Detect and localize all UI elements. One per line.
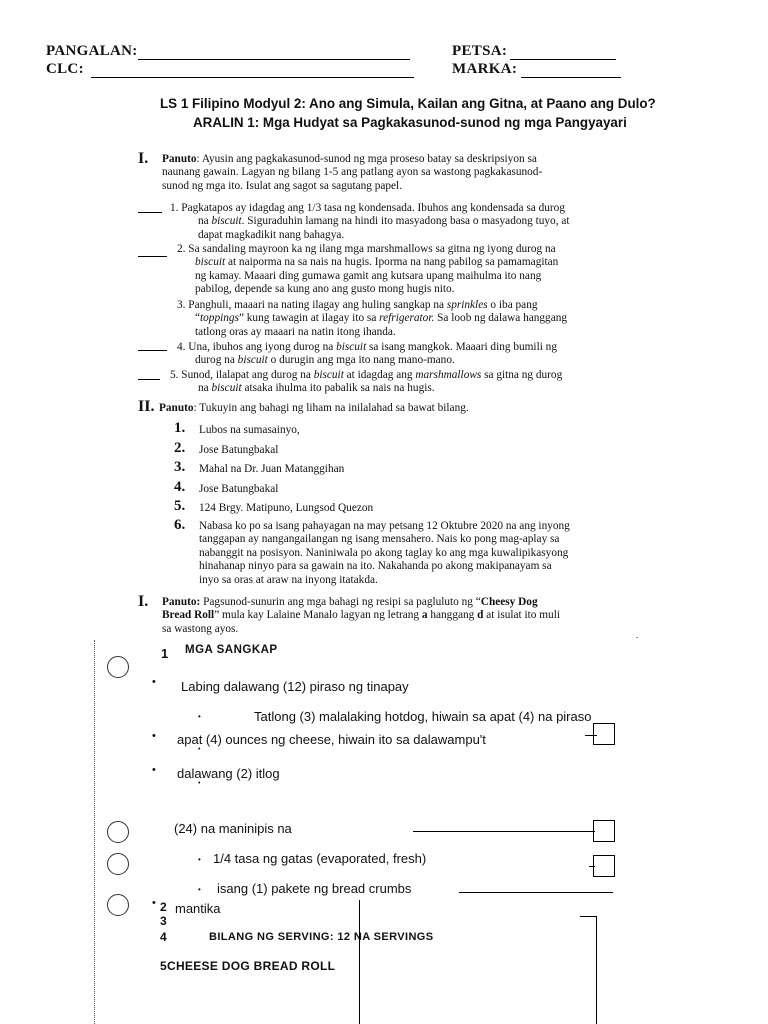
answer-circle[interactable] (107, 894, 129, 916)
clc-label: CLC: (46, 61, 84, 77)
pangalan-field[interactable] (138, 59, 410, 60)
answer-line[interactable] (413, 831, 595, 832)
bullet: • (198, 780, 201, 787)
bracket-vertical (596, 916, 597, 1024)
bullet: • (152, 764, 156, 776)
lesson-title: ARALIN 1: Mga Hudyat sa Pagkakasunod-sunod ng mga Pangyayari (193, 115, 627, 130)
letter-body-paragraph: Nabasa ko po sa isang pahayagan na may petsang 12 Oktubre 2020 na ang inyong tanggapan ay nangangailangan ng isang mensahero. Nais ko pong mag-aplay sa nabanggit na posisyon. Naniniwala po akong taglay ko ang mga kuwalipikasyong hinahanap ninyo para sa gawain na ito. Nakahanda po akong makipanayam sa inyo sa oras at araw na inyong itatakda. (199, 520, 570, 586)
ingredient-item: isang (1) pakete ng bread crumbs (217, 881, 412, 896)
letter-item-num: 4. (174, 479, 186, 495)
bullet: • (198, 855, 201, 864)
answer-box[interactable] (593, 723, 615, 745)
bullet: • (198, 746, 201, 753)
bracket-top (580, 916, 596, 917)
ingredient-item: mantika (175, 901, 221, 916)
answer-blank-1[interactable] (138, 212, 162, 213)
divider-line (359, 900, 360, 1024)
dotted-margin (94, 640, 95, 1024)
clc-field[interactable] (91, 77, 414, 78)
section-3-instructions: Panuto: Pagsunod-sunurin ang mga bahagi ng resipi sa pagluluto ng “Cheesy Dog Bread Roll” mula kay Lalaine Manalo lagyan ng letrang a hanggang d at isulat ito muli sa wastong ayos. (162, 596, 560, 635)
recipe-heading: MGA SANGKAP (185, 644, 278, 656)
letter-item-num: 6. (174, 517, 186, 533)
answer-box[interactable] (593, 855, 615, 877)
petsa-field[interactable] (510, 59, 616, 60)
step-item-2: 2. Sa sandaling mayroon ka ng ilang mga marshmallows sa gitna ng iyong durog na biscuit at naiporma na sa nais na hugis. Iporma na nang pabilog sa pamamagitan ng kamay. Maaari ding gumawa gamit ang kutsara upang maihulma ito nang pabilog, depende sa kung ano ang gusto mong hugis nito. (177, 243, 559, 296)
ingredient-item: Labing dalawang (12) piraso ng tinapay (181, 679, 409, 694)
marka-field[interactable] (521, 77, 621, 78)
letter-item-num: 3. (174, 459, 186, 475)
letter-item-text: 124 Brgy. Matipuno, Lungsod Quezon (199, 502, 374, 514)
letter-item-text: Lubos na sumasainyo, (199, 424, 300, 436)
section-3-roman: I. (138, 593, 149, 610)
bullet: • (198, 885, 201, 894)
ingredient-item: (24) na maninipis na (174, 821, 292, 836)
petsa-label: PETSA: (452, 43, 508, 59)
recipe-num: 3 (160, 914, 167, 928)
recipe-num: 4 (160, 930, 167, 944)
step-item-1: 1. Pagkatapos ay idagdag ang 1/3 tasa ng kondensada. Ibuhos ang kondensada sa durog na biscuit. Siguraduhin lamang na hindi ito masyadong basa o masyadong tuyo, at dapat magkadikit nang bahagya. (170, 202, 570, 241)
section-2-roman: II. (138, 398, 155, 415)
answer-circle[interactable] (107, 821, 129, 843)
answer-blank-4[interactable] (138, 350, 167, 351)
bullet: • (152, 730, 156, 742)
bullet: • (152, 897, 156, 909)
letter-item-text: Jose Batungbakal (199, 444, 279, 456)
answer-blank-5[interactable] (138, 379, 160, 380)
answer-circle[interactable] (107, 656, 129, 678)
marka-label: MARKA: (452, 61, 518, 77)
letter-item-num: 2. (174, 440, 186, 456)
pangalan-label: PANGALAN: (46, 43, 138, 59)
answer-blank-2[interactable] (138, 256, 167, 257)
letter-item-text: Jose Batungbakal (199, 483, 279, 495)
recipe-num: 1 (161, 646, 169, 661)
module-title: LS 1 Filipino Modyul 2: Ano ang Simula, Kailan ang Gitna, at Paano ang Dulo? (160, 96, 656, 111)
letter-item-num: 1. (174, 420, 186, 436)
answer-line[interactable] (459, 892, 613, 893)
answer-box[interactable] (593, 820, 615, 842)
stray-mark: . (636, 630, 639, 640)
section-1-instructions: Panuto: Ayusin ang pagkakasunod-sunod ng mga proseso batay sa deskripsiyon sa naunang gawain. Lagyan ng bilang 1-5 ang patlang ayon sa wastong pagkakasunod- sunod ng mga ito. Isulat ang sagot sa sagutang papel. (162, 153, 543, 192)
bullet: • (198, 712, 201, 721)
serving-info: BILANG NG SERVING: 12 NA SERVINGS (209, 931, 434, 943)
ingredient-item: apat (4) ounces ng cheese, hiwain ito sa dalawampu't (177, 732, 486, 747)
step-item-5: 5. Sunod, ilalapat ang durog na biscuit at idagdag ang marshmallows sa gitna ng durog na biscuit atsaka ihulma ito pabalik sa nais na hugis. (170, 369, 563, 395)
section-1-roman: I. (138, 150, 149, 167)
letter-item-num: 5. (174, 498, 186, 514)
step-item-4: 4. Una, ibuhos ang iyong durog na biscuit sa isang mangkok. Maaari ding bumili ng durog na biscuit o durugin ang mga ito nang mano-mano. (177, 341, 557, 367)
step-item-3: 3. Panghuli, maaari na nating ilagay ang huling sangkap na sprinkles o iba pang “toppings” kung tawagin at ilagay ito sa refrigerator. Sa loob ng dalawa hanggang tatlong oras ay maaari na natin itong ihanda. (177, 299, 568, 338)
section-2-instructions: Panuto: Tukuyin ang bahagi ng liham na inilalahad sa bawat bilang. (159, 402, 469, 414)
ingredient-item: dalawang (2) itlog (177, 766, 280, 781)
answer-circle[interactable] (107, 853, 129, 875)
ingredient-item: Tatlong (3) malalaking hotdog, hiwain sa apat (4) na piraso (254, 709, 592, 724)
bullet: • (152, 676, 156, 688)
dish-title: 5CHEESE DOG BREAD ROLL (160, 959, 336, 973)
recipe-num: 2 (160, 900, 167, 914)
ingredient-item: 1/4 tasa ng gatas (evaporated, fresh) (213, 851, 427, 866)
letter-item-text: Mahal na Dr. Juan Matanggihan (199, 463, 345, 475)
